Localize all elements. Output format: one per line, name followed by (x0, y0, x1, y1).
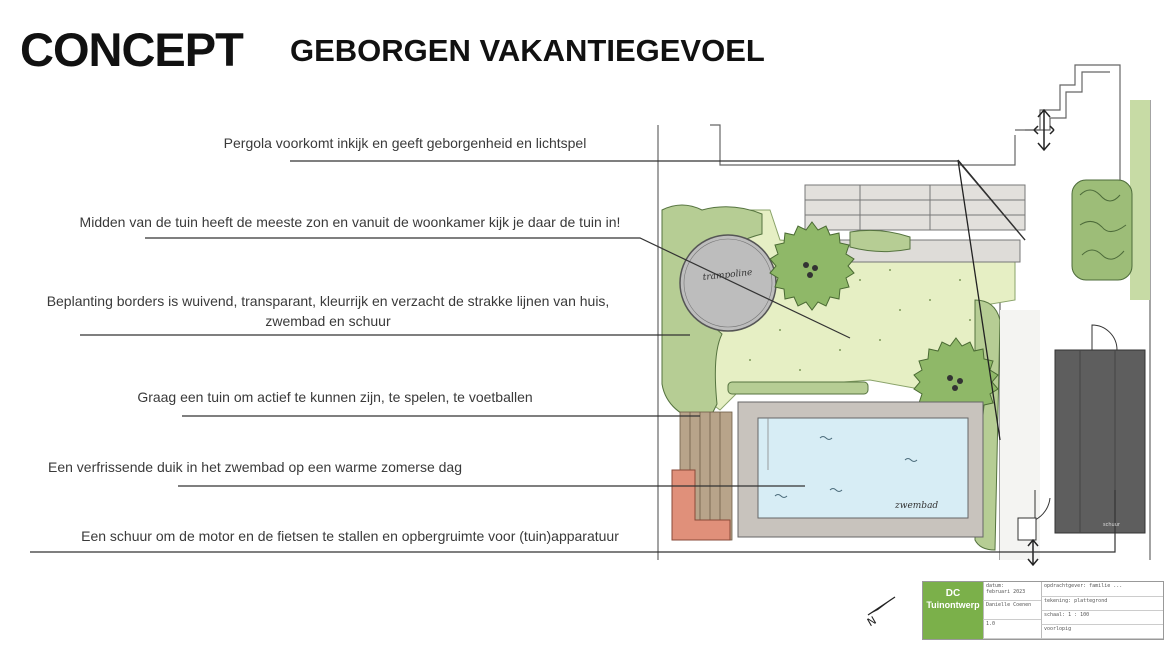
pool (738, 402, 983, 537)
trampoline (680, 235, 776, 331)
revision-cell: 1.0 (983, 620, 1041, 639)
client-cell: opdrachtgever: familie ... (1041, 582, 1163, 597)
status-cell: voorlopig (1041, 625, 1163, 639)
shed-label: schuur (1103, 522, 1120, 528)
scale-cell: schaal: 1 : 100 (1041, 611, 1163, 625)
page-title: CONCEPT (20, 23, 243, 76)
annotation-pergola: Pergola voorkomt inkijk en geeft geborgenheid en lichtspel (223, 135, 587, 151)
title-block (922, 581, 1164, 640)
drawing-cell: tekening: plattegrond (1041, 597, 1163, 611)
trampoline-label: trampoline (702, 267, 753, 283)
annotation-active: Graag een tuin om actief te kunnen zijn, te spelen, te voetballen (137, 389, 533, 405)
annotation-shed: Een schuur om de motor en de fietsen te stallen en opbergruimte voor (tuin)apparatuur (81, 528, 619, 544)
designer-logo: DC Tuinontwerp (923, 582, 983, 639)
designer-cell: Danielle Coenen (983, 601, 1041, 620)
annotation-pool: Een verfrissende duik in het zwembad op een warme zomerse dag (48, 459, 462, 475)
shed (1055, 325, 1145, 533)
annotation-planting: Beplanting borders is wuivend, transparant, kleurrijk en verzacht de strakke lijnen van huis, zwembad en schuur (46, 293, 610, 329)
pool-label: zwembad (895, 501, 939, 511)
annotation-sun: Midden van de tuin heeft de meeste zon en vanuit de woonkamer kijk je daar de tuin in! (79, 214, 621, 230)
hedge-right (1072, 180, 1132, 280)
page-subtitle: GEBORGEN VAKANTIEGEVOEL (290, 33, 765, 68)
side-planting-strip (1130, 100, 1150, 300)
date-cell: datum: februari 2023 (983, 582, 1041, 601)
svg-text:N: N (865, 613, 879, 630)
north-arrow-icon (865, 597, 895, 629)
